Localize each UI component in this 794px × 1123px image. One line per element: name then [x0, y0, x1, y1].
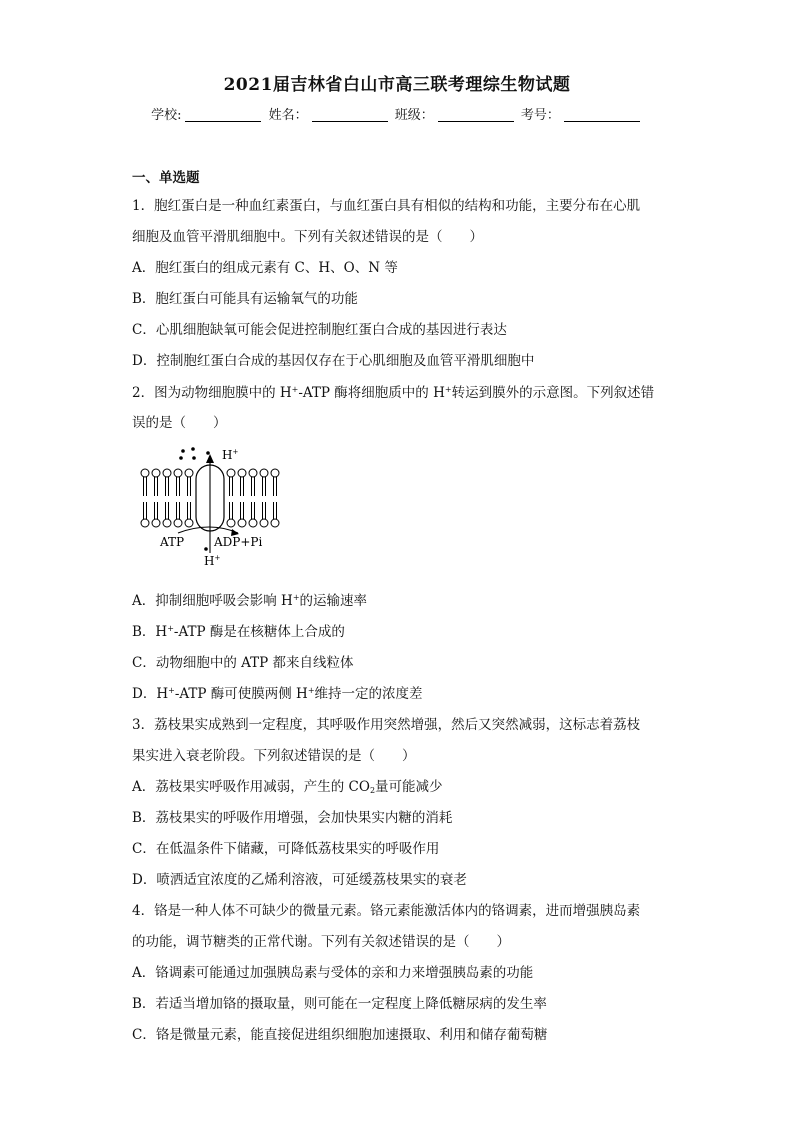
- q3-stem-line-2: 果实进入衰老阶段。下列叙述错误的是（ ）: [132, 748, 416, 764]
- q1-option-c: C．心肌细胞缺氧可能会促进控制胞红蛋白合成的基因进行表达: [132, 322, 507, 338]
- q1-stem-line-1: 1．胞红蛋白是一种血红素蛋白，与血红蛋白具有相似的结构和功能，主要分布在心肌: [132, 198, 641, 214]
- q1-option-a: A．胞红蛋白的组成元素有 C、H、O、N 等: [132, 260, 398, 276]
- class-blank[interactable]: [438, 107, 514, 122]
- atp-label: ATP: [160, 535, 185, 549]
- h-atpase-membrane-diagram: [134, 441, 284, 571]
- page-title: 2021届吉林省白山市高三联考理综生物试题: [223, 75, 571, 95]
- name-label: 姓名：: [268, 108, 308, 123]
- section-title: 一、单选题: [132, 170, 200, 186]
- school-label: 学校:: [151, 108, 182, 123]
- name-blank[interactable]: [312, 107, 388, 122]
- q4-option-a: A．铬调素可能通过加强胰岛素与受体的亲和力来增强胰岛素的功能: [132, 965, 534, 981]
- q1-option-d: D．控制胞红蛋白合成的基因仅存在于心肌细胞及血管平滑肌细胞中: [132, 353, 535, 369]
- q2-option-d: D．H+-ATP 酶可使膜两侧 H+维持一定的浓度差: [132, 686, 423, 702]
- h-ion-label-bottom: H+: [204, 554, 221, 568]
- q1-stem-line-2: 细胞及血管平滑肌细胞中。下列有关叙述错误的是（ ）: [132, 229, 483, 245]
- q4-stem-line-2: 的功能，调节糖类的正常代谢。下列有关叙述错误的是（ ）: [132, 934, 510, 950]
- q2-option-c: C．动物细胞中的 ATP 都来自线粒体: [132, 655, 354, 671]
- student-info-row: [0, 104, 794, 123]
- q3-option-a: A．荔枝果实呼吸作用减弱，产生的 $CO_2$量可能减少: [132, 779, 443, 795]
- q4-stem-line-1: 4．铬是一种人体不可缺少的微量元素。铬元素能激活体内的铬调素，进而增强胰岛素: [132, 903, 641, 919]
- q3-option-c: C．在低温条件下储藏，可降低荔枝果实的呼吸作用: [132, 841, 440, 857]
- q2-option-a: A．抑制细胞呼吸会影响 H+的运输速率: [132, 593, 368, 609]
- q2-stem-line-2: 误的是（ ）: [132, 415, 227, 431]
- q3-option-b: B．荔枝果实的呼吸作用增强，会加快果实内糖的消耗: [132, 810, 453, 826]
- h-ion-label-top: H+: [222, 448, 239, 462]
- q1-option-b: B．胞红蛋白可能具有运输氧气的功能: [132, 291, 358, 307]
- exam-number-label: 考号：: [520, 108, 560, 123]
- q4-option-b: B．若适当增加铬的摄取量，则可能在一定程度上降低糖尿病的发生率: [132, 996, 547, 1012]
- q3-option-d: D．喷洒适宜浓度的乙烯利溶液，可延缓荔枝果实的衰老: [132, 872, 467, 888]
- q3-stem-line-1: 3．荔枝果实成熟到一定程度，其呼吸作用突然增强，然后又突然减弱，这标志着荔枝: [132, 717, 641, 733]
- q2-option-b: B．H+-ATP 酶是在核糖体上合成的: [132, 624, 345, 640]
- class-label: 班级：: [394, 108, 434, 123]
- adp-pi-label: ADP+Pi: [214, 535, 263, 549]
- q4-option-c: C．铬是微量元素，能直接促进组织细胞加速摄取、利用和储存葡萄糖: [132, 1027, 548, 1043]
- exam-number-blank[interactable]: [564, 107, 640, 122]
- school-blank[interactable]: [185, 107, 261, 122]
- q2-stem-line-1: 2．图为动物细胞膜中的 H+-ATP 酶将细胞质中的 H+转运到膜外的示意图。下列叙述错: [132, 385, 655, 401]
